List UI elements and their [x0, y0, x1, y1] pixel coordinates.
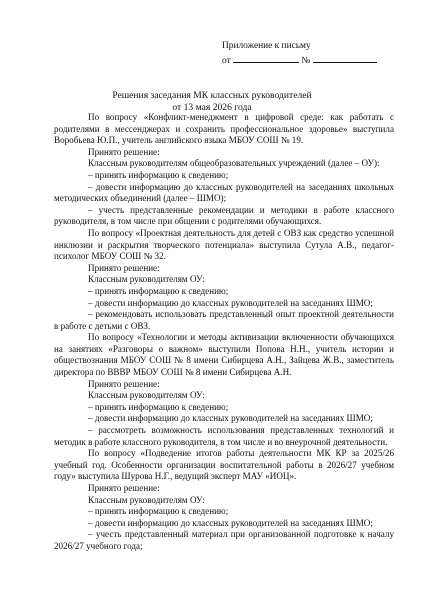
paragraph: Классным руководителям общеобразовательных учреждений (далее – ОУ):	[88, 158, 380, 169]
annex-date-number-line	[222, 53, 377, 68]
annex-title: Приложение к письму	[222, 41, 311, 51]
annex-header	[222, 40, 377, 68]
paragraph: Классным руководителям ОУ:	[88, 390, 205, 401]
paragraph: По вопросу «Технологии и методы активизации включенности обучающихся на занятиях «Разговоры о важном» выступили Попова Н.Н., учитель истории и обществознания МБОУ СОШ № 8 имени Сибирцева А.Н., Зайцева Ж.В., заместитель директора по ВВВР МБОУ СОШ № 8 имени Сибирцева А.Н.	[54, 332, 394, 378]
paragraph: – рассмотреть возможность использования представленных технологий и методик в работе классного руководителя, в том числе и во внеурочной деятельности.	[54, 425, 394, 447]
paragraph: Классным руководителям ОУ:	[88, 494, 205, 505]
paragraph: – довести информацию до классных руководителей на заседаниях школьных методических объединений (далее – ШМО);	[54, 181, 394, 204]
paragraph: – довести информацию до классных руководителей на заседаниях ШМО;	[88, 413, 373, 424]
paragraph: Классным руководителям ОУ:	[88, 274, 205, 285]
annex-date-blank	[233, 53, 299, 63]
paragraph: – учесть представленный материал при организованной подготовке к началу 2026/27 учебного года;	[54, 529, 394, 551]
paragraph: Принято решение:	[88, 262, 160, 273]
annex-number-label: №	[301, 56, 311, 66]
paragraph: Принято решение:	[88, 378, 160, 389]
paragraph: По вопросу «Подведение итогов работы деятельности МК КР за 2025/26 учебный год. Особенности организации воспитательной работы в 2026/27 учебном году» выступила Шурова Н.Г., ведущий эксперт МАУ «ИОЦ».	[54, 448, 394, 482]
title-line-1: Решения заседания МК классных руководителей	[112, 90, 312, 101]
paragraph: – учесть представленные рекомендации и методики в работе классного руководителя, в том числе при общении с родителями обучающихся.	[54, 204, 394, 227]
paragraph: Принято решение:	[88, 483, 160, 493]
paragraph: По вопросу «Конфликт-менеджмент в цифровой среде: как работать с родителями в мессенджерах и сохранить профессиональное здоровье» выступила Воробьева Ю.П., учитель английского языка МБОУ СОШ № 19.	[54, 112, 394, 146]
paragraph: – довести информацию до классных руководителей на заседаниях ШМО;	[88, 297, 373, 308]
paragraph: – принять информацию к сведению;	[88, 506, 229, 517]
annex-from-label: от	[222, 56, 231, 66]
document-title	[0, 90, 424, 114]
title-line-2: от 13 мая 2026 года	[172, 102, 252, 113]
paragraph: По вопросу «Проектная деятельность для детей с ОВЗ как средство успешной инклюзии и раскрытия творческого потенциала» выступила Сутула А.В., педагог-психолог МБОУ СОШ № 32.	[54, 227, 394, 262]
paragraph: – принять информацию к сведению;	[88, 401, 229, 412]
paragraph: – рекомендовать использовать представленный опыт проектной деятельности в работе с детьми с ОВЗ.	[54, 309, 394, 331]
annex-number-blank	[313, 53, 377, 63]
paragraph: – довести информацию до классных руководителей на заседаниях ШМО;	[88, 517, 373, 528]
paragraph: – принять информацию к сведению;	[88, 169, 229, 180]
paragraph: Принято решение:	[88, 146, 160, 157]
document-body	[54, 112, 394, 553]
paragraph: – принять информацию к сведению;	[88, 285, 229, 296]
